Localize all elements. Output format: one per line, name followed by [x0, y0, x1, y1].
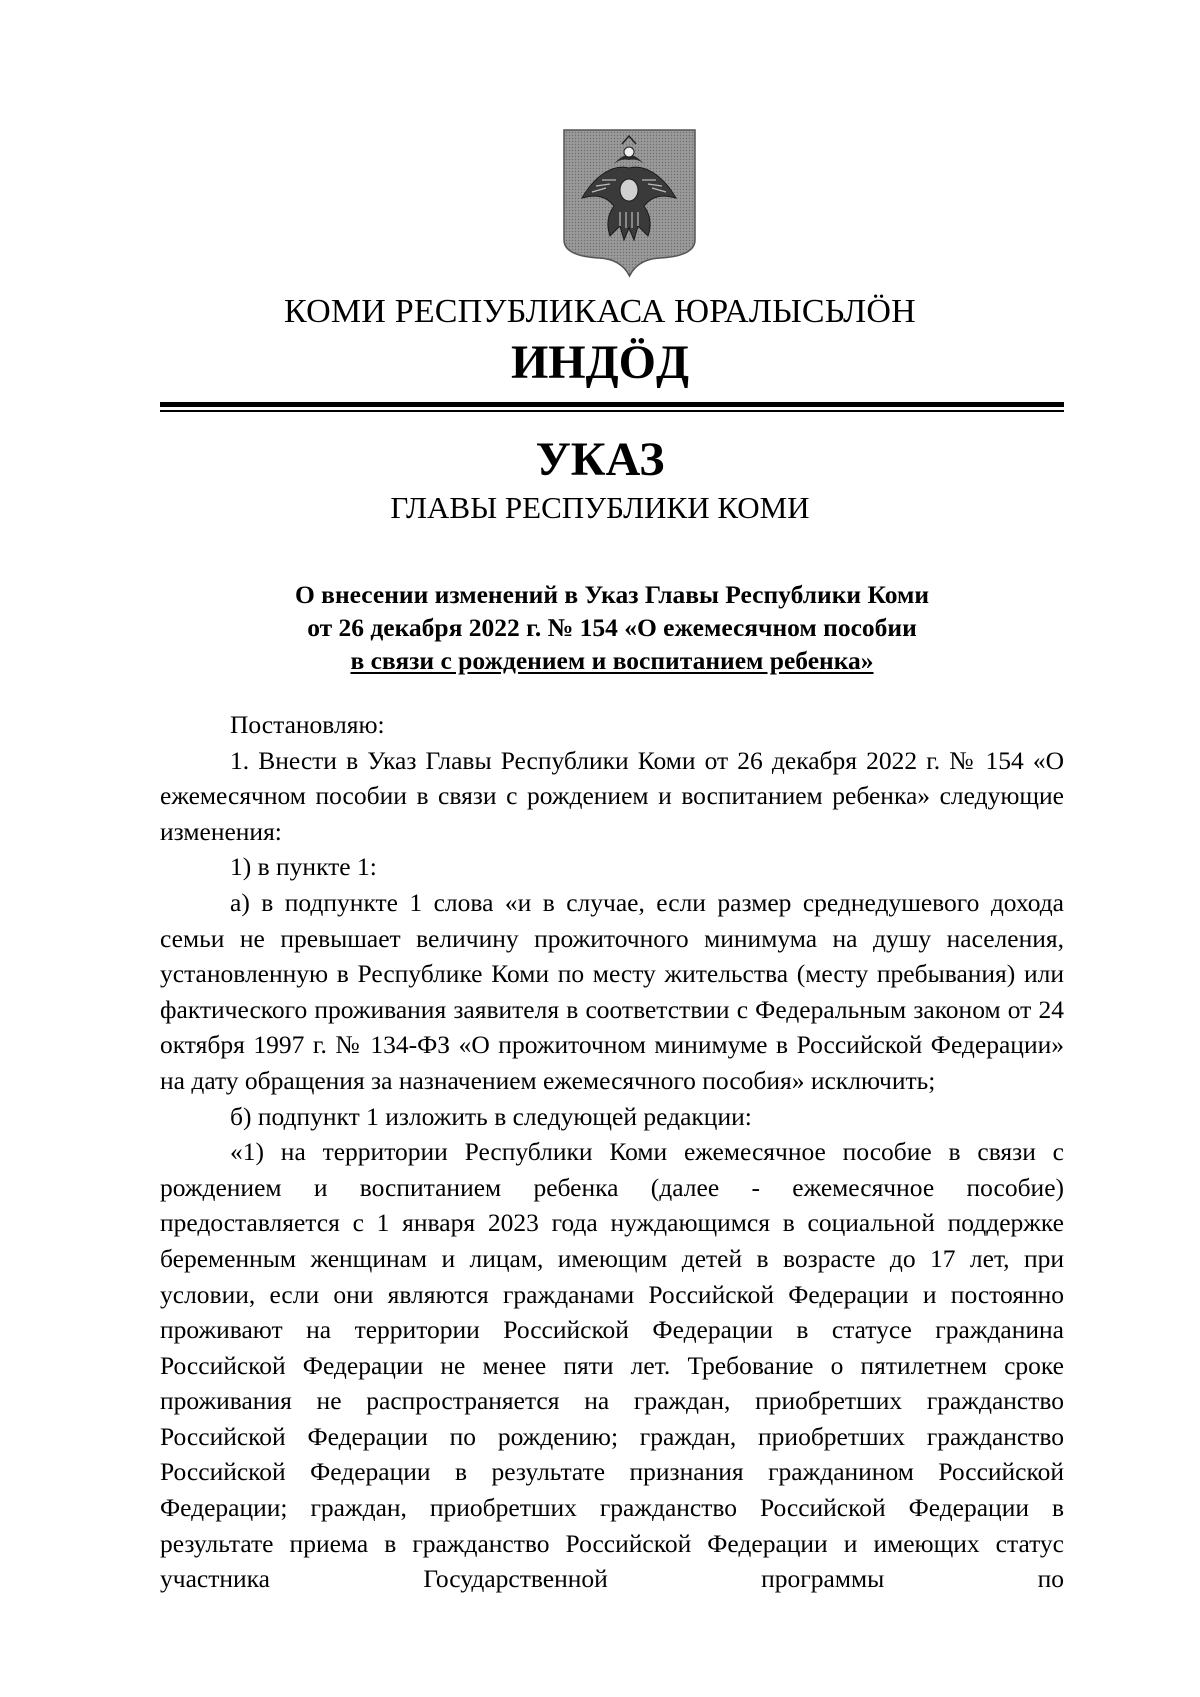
header-divider-thin: [160, 410, 1064, 412]
coat-of-arms-icon: [562, 128, 697, 278]
issuer: ГЛАВЫ РЕСПУБЛИКИ КОМИ: [390, 490, 810, 525]
paragraph-item-1-1-b: б) подпункт 1 изложить в следующей редакции:: [230, 1101, 752, 1131]
title-line-2: от 26 декабря 2022 г. № 154 «О ежемесячном пособии: [307, 613, 917, 642]
paragraph-item-1-1-a: а) в подпункте 1 слова «и в случае, если размер среднедушевого дохода семьи не превышает величину прожиточного минимума на душу населения, установленную в Республике Коми по месту жительства (месту пребывания) или фактического проживания заявителя в соответствии с Федеральным законом от 24 октября 1997 г. № 134-ФЗ «О прожиточном минимуме в Российской Федерации» на дату обращения за назначением ежемесячного пособия» исключить;: [160, 887, 1064, 1095]
title-line-3: в связи с рождением и воспитанием ребенка»: [350, 646, 874, 675]
paragraph-item-1-1: 1) в пункте 1:: [230, 852, 377, 882]
title-line-1: О внесении изменений в Указ Главы Республики Коми: [294, 580, 930, 609]
decree-body: [160, 707, 1064, 1597]
paragraph-item-1: 1. Внести в Указ Главы Республики Коми от 26 декабря 2022 г. № 154 «О ежемесячном пособии в связи с рождением и воспитанием ребенка» следующие изменения:: [160, 745, 1064, 846]
document-type-komi: ИНДӦД: [510, 336, 690, 389]
decree-word: Постановляю:: [230, 710, 385, 739]
document-type: УКАЗ: [535, 433, 665, 486]
header-divider-thick: [160, 402, 1064, 407]
paragraph-quote: «1) на территории Республики Коми ежемесячное пособие в связи с рождением и воспитанием ребенка (далее - ежемесячное пособие) предоставляется с 1 января 2023 года нуждающимся в социальной поддержке беременным женщинам и лицам, имеющим детей в возрасте до 17 лет, при условии, если они являются гражданами Российской Федерации и постоянно проживают на территории Российской Федерации в статусе гражданина Российской Федерации не менее пяти лет. Требование о пятилетнем сроке проживания не распространяется на граждан, приобретших гражданство Российской Федерации по рождению; граждан, приобретших гражданство Российской Федерации в результате признания гражданином Российской Федерации; граждан, приобретших гражданство Российской Федерации в результате приема в гражданство Российской Федерации и имеющих статус участника Государственной программы по: [160, 1137, 1064, 1594]
decree-title: [160, 578, 1064, 677]
government-name: КОМИ РЕСПУБЛИКАСА ЮРАЛЫСЬЛӦН: [284, 293, 916, 330]
